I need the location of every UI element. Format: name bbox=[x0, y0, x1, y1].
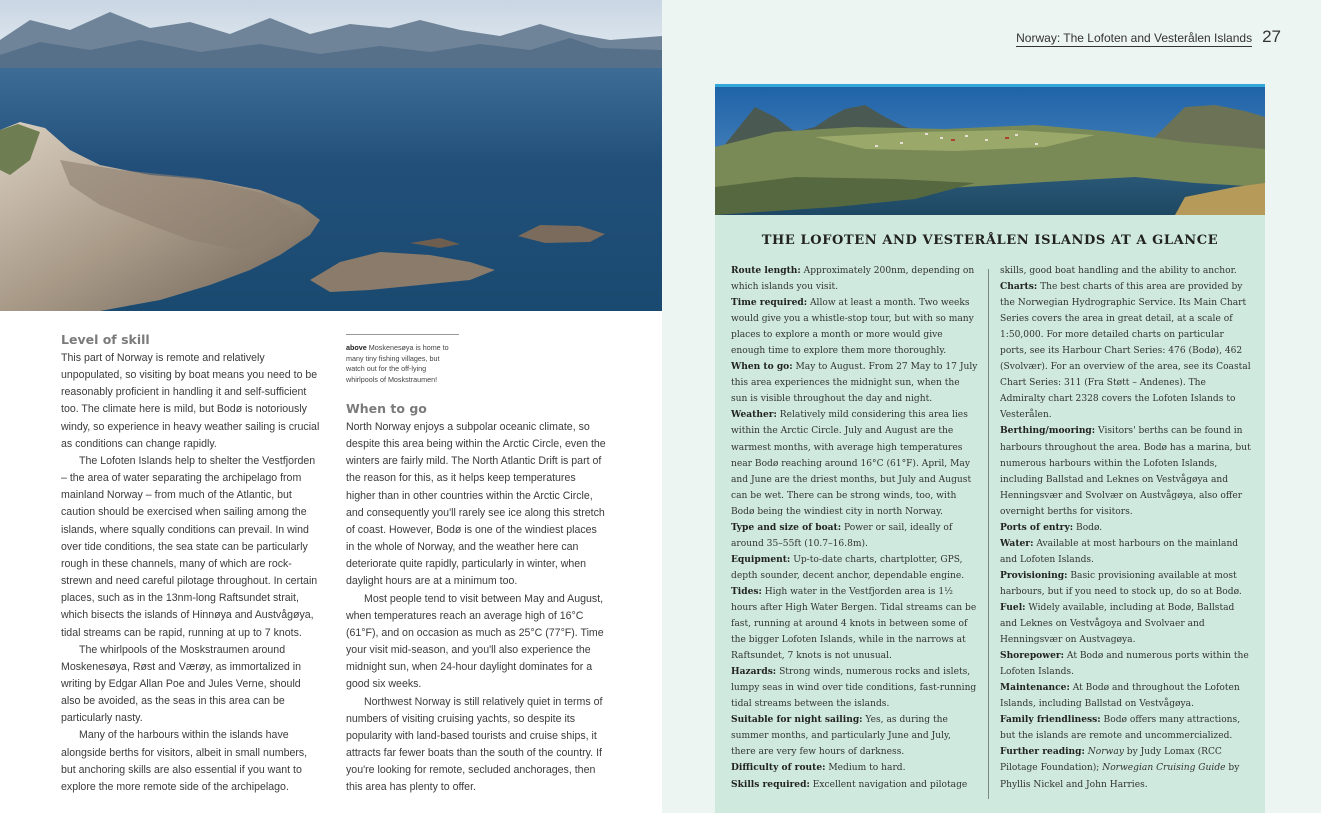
caption-rule bbox=[346, 334, 459, 335]
fact-family: Family friendliness: Bodø offers many attractions, but the islands are remote and uncommercialized. bbox=[1000, 714, 1241, 742]
running-head: Norway: The Lofoten and Vesterålen Islands bbox=[1016, 31, 1253, 45]
when-to-go-heading: When to go bbox=[346, 401, 427, 416]
fact-time-required: Time required: Allow at least a month. Two weeks would give you a whistle-stop tour, but with so many places to explore a month or more would give enough time to explore them more thoroughly. bbox=[731, 297, 974, 357]
caption-label: above bbox=[346, 343, 367, 352]
hero-photo bbox=[0, 0, 662, 311]
fact-when-to-go: When to go: May to August. From 27 May to 17 July this area experiences the midnight sun, when the sun is visible throughout the day and night. bbox=[731, 361, 978, 405]
fact-equipment: Equipment: Up-to-date charts, chartplotter, GPS, depth sounder, decent anchor, dependable engine. bbox=[731, 553, 965, 581]
facts-right-column bbox=[1000, 263, 1252, 793]
fact-tides: Tides: High water in the Vestfjorden area is 1½ hours after High Water Bergen. Tidal streams can be fast, running at around 4 knots in between some of the bigger Lofoten Islands, while in the narrows at Raftsundet, 7 knots is not unusual. bbox=[731, 585, 977, 662]
fact-hazards: Hazards: Strong winds, numerous rocks and islets, lumpy seas in wind over tide conditions, fast-running tidal streams between the islands. bbox=[731, 666, 977, 710]
village-photo bbox=[715, 87, 1265, 215]
facts-left-column bbox=[731, 263, 978, 793]
photo-caption bbox=[346, 334, 459, 385]
fact-route-length: Route length: Approximately 200nm, depending on which islands you visit. bbox=[731, 265, 975, 293]
fact-skills-continued: skills, good boat handling and the ability to anchor. bbox=[1000, 266, 1237, 276]
village-photo-image bbox=[715, 87, 1265, 215]
fact-maintenance: Maintenance: At Bodø and throughout the Lofoten Islands, including Ballstad on Vestvågøya. bbox=[1000, 682, 1240, 710]
fact-shorepower: Shorepower: At Bodø and numerous ports within the Lofoten Islands. bbox=[1000, 650, 1249, 678]
at-a-glance-box bbox=[715, 84, 1265, 813]
fact-difficulty: Difficulty of route: Medium to hard. bbox=[731, 762, 906, 774]
column-divider bbox=[988, 269, 989, 799]
level-of-skill-heading: Level of skill bbox=[61, 332, 150, 347]
fact-skills: Skills required: Excellent navigation and pilotage bbox=[731, 778, 968, 790]
caption-text: Moskenesøya is home to many tiny fishing villages, but watch out for the off-lying whirlpools of Moskstraumen! bbox=[346, 343, 449, 384]
fact-night-sailing: Suitable for night sailing: Yes, as during the summer months, and particularly June and July, there are very few hours of darkness. bbox=[731, 714, 951, 758]
right-page bbox=[662, 0, 1321, 813]
coastline-photo bbox=[0, 0, 662, 311]
paragraph: Most people tend to visit between May and August, when temperatures reach an average high of 16°C (61°F), and on occasion as much as 25°C (77°F). Time your visit mid-season, and you'll also experience the midnight sun, when 24-hour daylight dominates for a good six weeks. bbox=[346, 592, 604, 691]
fact-provisioning: Provisioning: Basic provisioning available at most harbours, but if you need to stock up, do so at Bodø. bbox=[1000, 569, 1242, 597]
when-to-go-column bbox=[346, 400, 608, 796]
page-header bbox=[1016, 27, 1281, 47]
level-of-skill-column bbox=[61, 331, 323, 796]
paragraph: Many of the harbours within the islands have alongside berths for visitors, albeit in small numbers, but anchoring skills are also essential if you want to explore the more remote side of the archipelago. bbox=[61, 729, 308, 793]
fact-boat-type: Type and size of boat: Power or sail, ideally of around 35–55ft (10.7–16.8m). bbox=[731, 521, 953, 549]
paragraph: This part of Norway is remote and relatively unpopulated, so visiting by boat means you need to be reasonably proficient in handling it and self-sufficient too. The climate here is mild, but Bodø is notoriously windy, so experience in heavy weather sailing is crucial as conditions can change rapidly. bbox=[61, 352, 320, 450]
paragraph: Northwest Norway is still relatively quiet in terms of numbers of visiting cruising yachts, so despite its popularity with land-based tourists and cruise ships, it attracts far fewer boats than the south of the country. If you're looking for remote, secluded anchorages, then this area has plenty to offer. bbox=[346, 695, 603, 794]
box-title: THE LOFOTEN AND VESTERÅLEN ISLANDS AT A GLANCE bbox=[761, 233, 1219, 248]
paragraph: The Lofoten Islands help to shelter the Vestfjorden – the area of water separating the archipelago from mainland Norway – from much of the Atlantic, but caution should be exercised when sailing among the islands, where squally conditions can prevail. In wind over tide conditions, the sea state can be particularly rough in these channels, many of which are rock-strewn and need careful pilotage throughout. In certain places, such as in the 13nm-long Raftsundet strait, which bisects the islands of Hinnøya and Austvågøya, tidal streams can be rapid, running at up to 7 knots. bbox=[61, 454, 318, 639]
fact-berthing: Berthing/mooring: Visitors' berths can be found in harbours throughout the area. Bodø has a marina, but numerous harbours within the Lofoten Islands, including Ballstad and Leknes on Vestvågøya and Henningsvær and Svolvær on Austvågøya, also offer overnight berths for visitors. bbox=[1000, 425, 1251, 517]
fact-water: Water: Available at most harbours on the mainland and Lofoten Islands. bbox=[1000, 537, 1239, 565]
paragraph: North Norway enjoys a subpolar oceanic climate, so despite this area being within the Arctic Circle, even the winters are fairly mild. The North Atlantic Drift is part of the reason for this, as it helps keep temperatures higher than in other countries within the Arctic Circle, and consequently you'll rarely see ice along this stretch of coast. However, Bodø is one of the windiest places in the whole of Norway, and the weather here can deteriorate quite rapidly, particularly in winter, when daylight hours are at a minimum too. bbox=[346, 421, 606, 588]
page-number: 27 bbox=[1262, 27, 1281, 46]
fact-ports-of-entry: Ports of entry: Bodø. bbox=[1000, 521, 1103, 533]
paragraph: The whirlpools of the Moskstraumen around Moskenesøya, Røst and Værøy, as immortalized in writing by Edgar Allan Poe and Jules Verne, should also be avoided, as the seas in this area can be particularly nasty. bbox=[61, 643, 301, 725]
fact-weather: Weather: Relatively mild considering this area lies within the Arctic Circle. July and August are the warmest months, with average high temperatures near Bodø reaching around 16°C (61°F). April, May and June are the driest months, but July and August can be wet. There can be strong winds, too, with Bodø being the windiest city in north Norway. bbox=[731, 409, 972, 517]
fact-fuel: Fuel: Widely available, including at Bodø, Ballstad and Leknes on Vestvågoya and Svolvaer and Henningsvær on Austvagøya. bbox=[1000, 601, 1235, 646]
fact-further-reading: Further reading: Norway by Judy Lomax (RCC Pilotage Foundation); Norwegian Cruising Guide by Phyllis Nickel and John Harries. bbox=[1000, 746, 1240, 790]
fact-charts: Charts: The best charts of this area are provided by the Norwegian Hydrographic Service. Its Main Chart Series covers the area in great detail, at a scale of 1:50,000. For more detailed charts on particular ports, see its Harbour Chart Series: 476 (Bodø), 462 (Svolvær). For an overview of the area, see its Coastal Chart Series: 311 (Fra Støtt – Andenes). The Admiralty chart 2328 covers the Lofoten Islands to Vesterålen. bbox=[1000, 281, 1251, 421]
